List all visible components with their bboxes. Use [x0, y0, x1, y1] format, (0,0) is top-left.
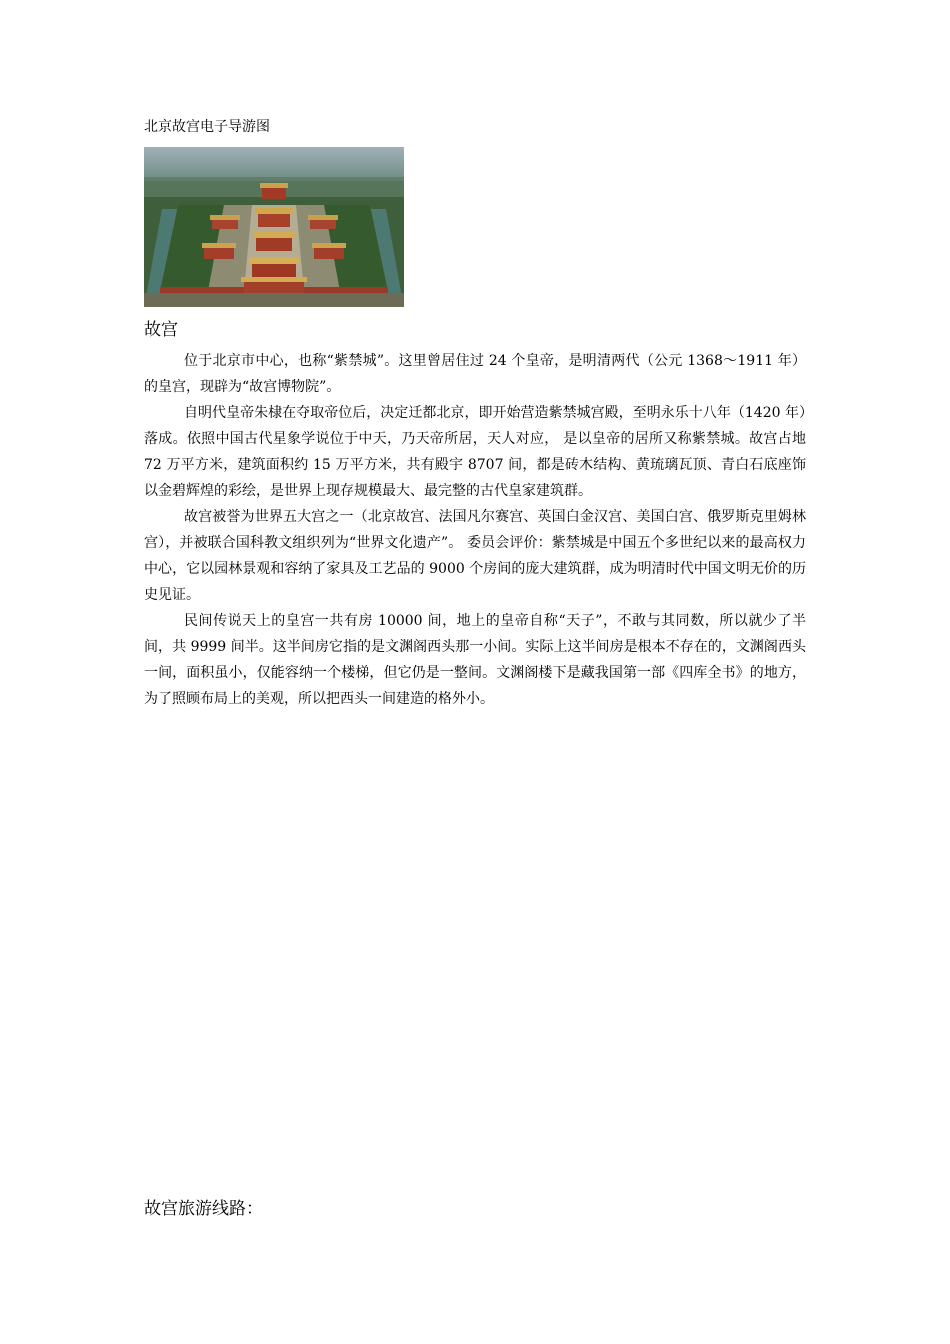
- section-heading: 故宫: [144, 320, 178, 340]
- tour-route-heading: 故宫旅游线路：: [144, 1199, 263, 1219]
- paragraph: 自明代皇帝朱棣在夺取帝位后，决定迁都北京，即开始营造紫禁城宫殿，至明永乐十八年（1420 年）落成。依照中国古代星象学说位于中天，乃天帝所居，天人对应， 是以皇帝的居所又称紫禁城。故宫占地 72 万平方米，建筑面积约 15 万平方米，共有殿宇 8707 间，都是砖木结构、黄琉璃瓦顶、青白石底座饰以金碧辉煌的彩绘，是世界上现存规模最大、最完整的古代皇家建筑群。: [144, 405, 806, 499]
- document-title: 北京故宫电子导游图: [144, 119, 270, 135]
- aerial-photo-illustration: [144, 147, 404, 307]
- paragraph: 民间传说天上的皇宫一共有房 10000 间，地上的皇帝自称“天子”，不敢与其同数，所以就少了半间，共 9999 间半。这半间房它指的是文渊阁西头那一小间。实际上这半间房是根本不存在的，文渊阁西头一间，面积虽小，仅能容纳一个楼梯，但它仍是一整间。文渊阁楼下是藏我国第一部《四库全书》的地方，为了照顾布局上的美观，所以把西头一间建造的格外小。: [144, 613, 806, 707]
- forbidden-city-aerial-photo: [144, 147, 404, 307]
- paragraph: 故宫被誉为世界五大宫之一（北京故宫、法国凡尔赛宫、英国白金汉宫、美国白宫、俄罗斯克里姆林宫），并被联合国科教文组织列为“世界文化遗产”。 委员会评价：紫禁城是中国五个多世纪以来的最高权力中心，它以园林景观和容纳了家具及工艺品的 9000 个房间的庞大建筑群，成为明清时代中国文明无价的历史见证。: [144, 509, 806, 603]
- paragraph: 位于北京市中心，也称“紫禁城”。这里曾居住过 24 个皇帝，是明清两代（公元 1368～1911 年）的皇宫，现辟为“故宫博物院”。: [144, 353, 806, 395]
- article-body: [144, 348, 806, 712]
